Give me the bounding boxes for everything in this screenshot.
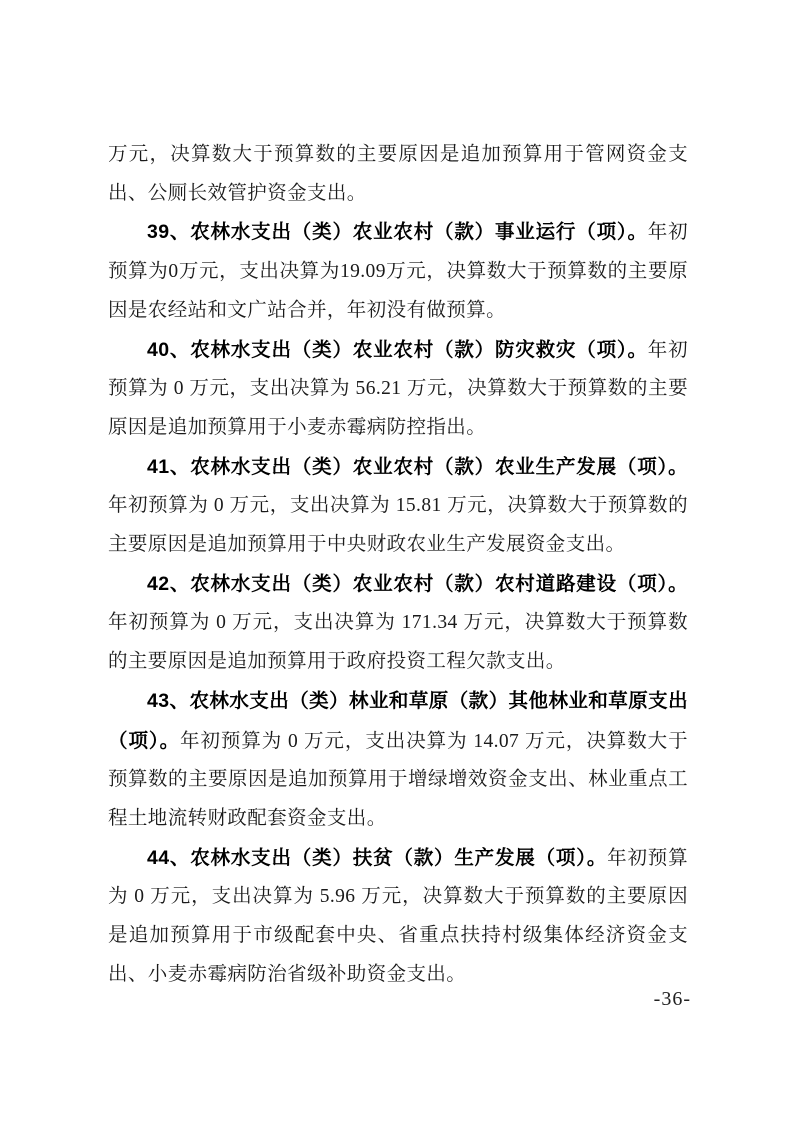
paragraph-item-44 — [108, 839, 688, 995]
paragraph-item-42 — [108, 565, 688, 682]
paragraph-text: 年初预算为 0 万元，支出决算为 15.81 万元，决算数大于预算数的主要原因是追加预算用于中央财政农业生产发展资金支出。 — [108, 495, 688, 556]
paragraph-lead: 43、农林水支出（类）林业和草原（款）其他林业和草原支出（项）。 — [108, 689, 688, 752]
paragraph-text: 年初预算为 0 万元，支出决算为 171.34 万元，决算数大于预算数的主要原因是追加预算用于政府投资工程欠款支出。 — [108, 612, 688, 673]
paragraph-text: 年初预算为 0 万元，支出决算为 5.96 万元，决算数大于预算数的主要原因是追加预算用于市级配套中央、省重点扶持村级集体经济资金支出、小麦赤霉病防治省级补助资金支出。 — [108, 847, 688, 985]
paragraph-item-39 — [108, 213, 688, 330]
paragraph-text: 万元，决算数大于预算数的主要原因是追加预算用于管网资金支出、公厕长效管护资金支出。 — [108, 144, 688, 204]
page-content — [108, 136, 688, 994]
paragraph-lead: 44、农林水支出（类）扶贫（款）生产发展（项）。 — [147, 846, 608, 869]
paragraph-text: 年初预算为 0 万元，支出决算为 14.07 万元，决算数大于预算数的主要原因是追加预算用于增绿增效资金支出、林业重点工程土地流转财政配套资金支出。 — [108, 730, 688, 829]
page-number: -36- — [653, 988, 691, 1010]
paragraph-lead: 39、农林水支出（类）农业农村（款）事业运行（项）。 — [147, 221, 648, 244]
paragraph-continuation — [108, 136, 688, 213]
paragraph-lead: 41、农林水支出（类）农业农村（款）农业生产发展（项）。 — [147, 455, 688, 478]
paragraph-text: 年初预算为0万元，支出决算为19.09万元，决算数大于预算数的主要原因是农经站和文广站合并，年初没有做预算。 — [108, 222, 688, 321]
paragraph-lead: 40、农林水支出（类）农业农村（款）防灾救灾（项）。 — [147, 338, 648, 361]
paragraph-text: 年初预算为 0 万元，支出决算为 56.21 万元，决算数大于预算数的主要原因是追加预算用于小麦赤霉病防控指出。 — [108, 339, 688, 438]
paragraph-item-43 — [108, 682, 688, 839]
paragraph-item-40 — [108, 331, 688, 448]
paragraph-item-41 — [108, 448, 688, 565]
paragraph-lead: 42、农林水支出（类）农业农村（款）农村道路建设（项）。 — [147, 572, 688, 595]
